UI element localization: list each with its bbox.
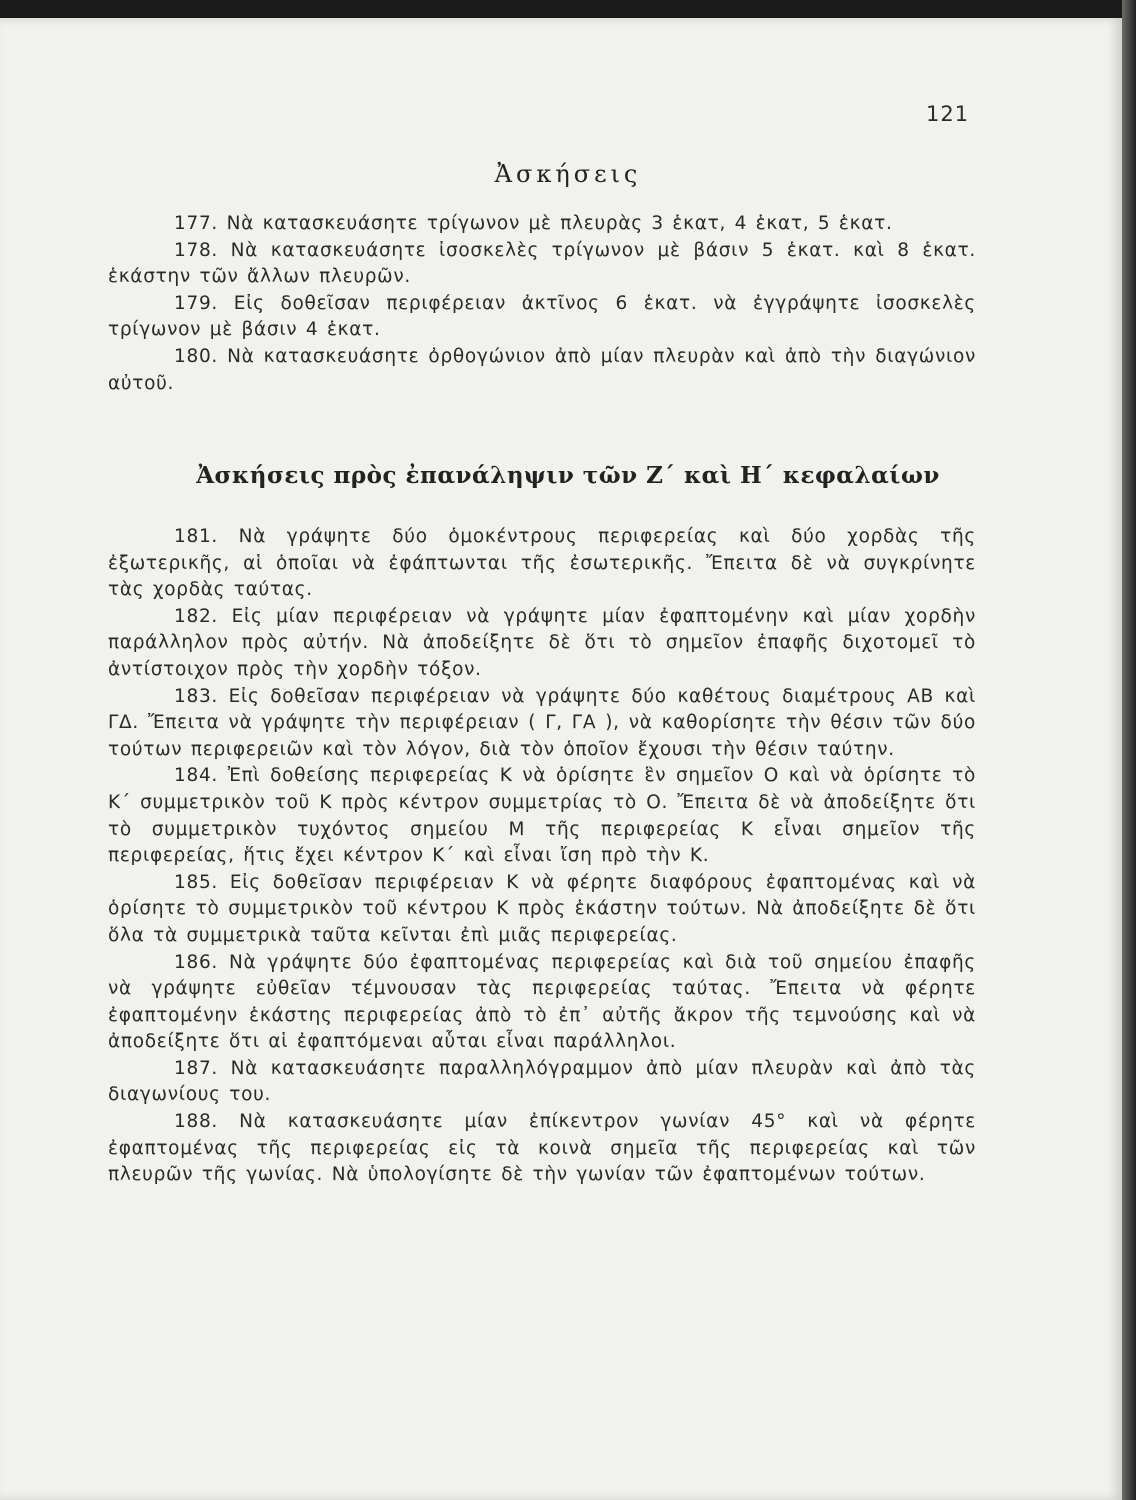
exercise-182: 182. Εἰς μίαν περιφέρειαν νὰ γράψητε μίαν ἐφαπτομένην καὶ μίαν χορδὴν παράλληλον πρὸς αὐτήν. Νὰ ἀποδείξητε δὲ ὅτι τὸ σημεῖον ἐπαφῆς διχοτομεῖ τὸ ἀντίστοιχον πρὸς τὴν χορδὴν τόξον. bbox=[108, 605, 976, 680]
exercise-list-1 bbox=[108, 211, 976, 397]
page-edge bbox=[1122, 0, 1136, 1500]
exercise-179: 179. Εἰς δοθεῖσαν περιφέρειαν ἀκτῖνος 6 ἑκατ. νὰ ἐγγράψητε ἰσοσκελὲς τρίγωνον μὲ βάσιν 4 ἑκατ. bbox=[108, 292, 976, 341]
exercise-188: 188. Νὰ κατασκευάσητε μίαν ἐπίκεντρον γωνίαν 45° καὶ νὰ φέρητε ἐφαπτομένας τῆς περιφερείας εἰς τὰ κοινὰ σημεῖα τῆς περιφερείας καὶ τῶν πλευρῶν τῆς γωνίας. Νὰ ὑπολογίσητε δὲ τὴν γωνίαν τῶν ἐφαπτομένων τούτων. bbox=[108, 1111, 976, 1186]
exercise-180: 180. Νὰ κατασκευάσητε ὀρθογώνιον ἀπὸ μίαν πλευρὰν καὶ ἀπὸ τὴν διαγώνιον αὐτοῦ. bbox=[108, 345, 976, 394]
exercise-183: 183. Εἰς δοθεῖσαν περιφέρειαν νὰ γράψητε δύο καθέτους διαμέτρους ΑΒ καὶ ΓΔ. Ἔπειτα νὰ γράψητε τὴν περιφέρειαν ( Γ, ΓΑ ), νὰ καθορίσητε τὴν θέσιν τῶν δύο τούτων περιφερειῶν καὶ τὸν λόγον, διὰ τὸν ὁποῖον ἔχουσι τὴν θέσιν ταύτην. bbox=[108, 685, 976, 760]
exercise-184: 184. Ἐπὶ δοθείσης περιφερείας Κ νὰ ὁρίσητε ἓν σημεῖον Ο καὶ νὰ ὁρίσητε τὸ Κ΄ συμμετρικὸν τοῦ Κ πρὸς κέντρον συμμετρίας τὸ Ο. Ἔπειτα δὲ νὰ ἀποδείξητε ὅτι τὸ συμμετρικὸν τυχόντος σημείου Μ τῆς περιφερείας Κ εἶναι σημεῖον τῆς περιφερείας, ἥτις ἔχει κέντρον Κ΄ καὶ εἶναι ἴση πρὸ τὴν Κ. bbox=[108, 765, 976, 867]
exercise-178: 178. Νὰ κατασκευάσητε ἰσοσκελὲς τρίγωνον μὲ βάσιν 5 ἑκατ. καὶ 8 ἑκατ. ἑκάστην τῶν ἄλλων πλευρῶν. bbox=[108, 239, 976, 288]
exercise-185: 185. Εἰς δοθεῖσαν περιφέρειαν Κ νὰ φέρητε διαφόρους ἐφαπτομένας καὶ νὰ ὁρίσητε τὸ συμμετρικὸν τοῦ κέντρου Κ πρὸς ἑκάστην τούτων. Νὰ ἀποδείξητε δὲ ὅτι ὅλα τὰ συμμετρικὰ ταῦτα κεῖνται ἐπὶ μιᾶς περιφερείας. bbox=[108, 871, 976, 946]
exercise-177: 177. Νὰ κατασκευάσητε τρίγωνον μὲ πλευρὰς 3 ἑκατ, 4 ἑκατ, 5 ἑκατ. bbox=[174, 213, 893, 234]
exercise-187: 187. Νὰ κατασκευάσητε παραλληλόγραμμον ἀπὸ μίαν πλευρὰν καὶ ἀπὸ τὰς διαγωνίους του. bbox=[108, 1057, 976, 1106]
exercise-list-2 bbox=[108, 524, 976, 1189]
page-number: 121 bbox=[926, 102, 970, 126]
exercise-181: 181. Νὰ γράψητε δύο ὁμοκέντρους περιφερείας καὶ δύο χορδὰς τῆς ἐξωτερικῆς, αἱ ὁποῖαι νὰ ἐφάπτωνται τῆς ἐσωτερικῆς. Ἔπειτα δὲ νὰ συγκρίνητε τὰς χορδὰς ταύτας. bbox=[108, 526, 976, 601]
exercise-186: 186. Νὰ γράψητε δύο ἐφαπτομένας περιφερείας καὶ διὰ τοῦ σημείου ἐπαφῆς νὰ γράψητε εὐθεῖαν τέμνουσαν τὰς περιφερείας ταύτας. Ἔπειτα νὰ φέρητε ἐφαπτομένην ἑκάστης περιφερείας ἀπὸ τὸ ἐπ᾽ αὐτῆς ἄκρον τῆς τεμνούσης καὶ νὰ ἀποδείξητε ὅτι αἱ ἐφαπτόμεναι αὗται εἶναι παράλληλοι. bbox=[108, 951, 976, 1053]
section-heading-review: Ἀσκήσεις πρὸς ἐπανάληψιν τῶν Ζ΄ καὶ Η΄ κεφαλαίων bbox=[196, 462, 940, 489]
section-heading-exercises: Ἀσκήσεις bbox=[494, 160, 642, 188]
